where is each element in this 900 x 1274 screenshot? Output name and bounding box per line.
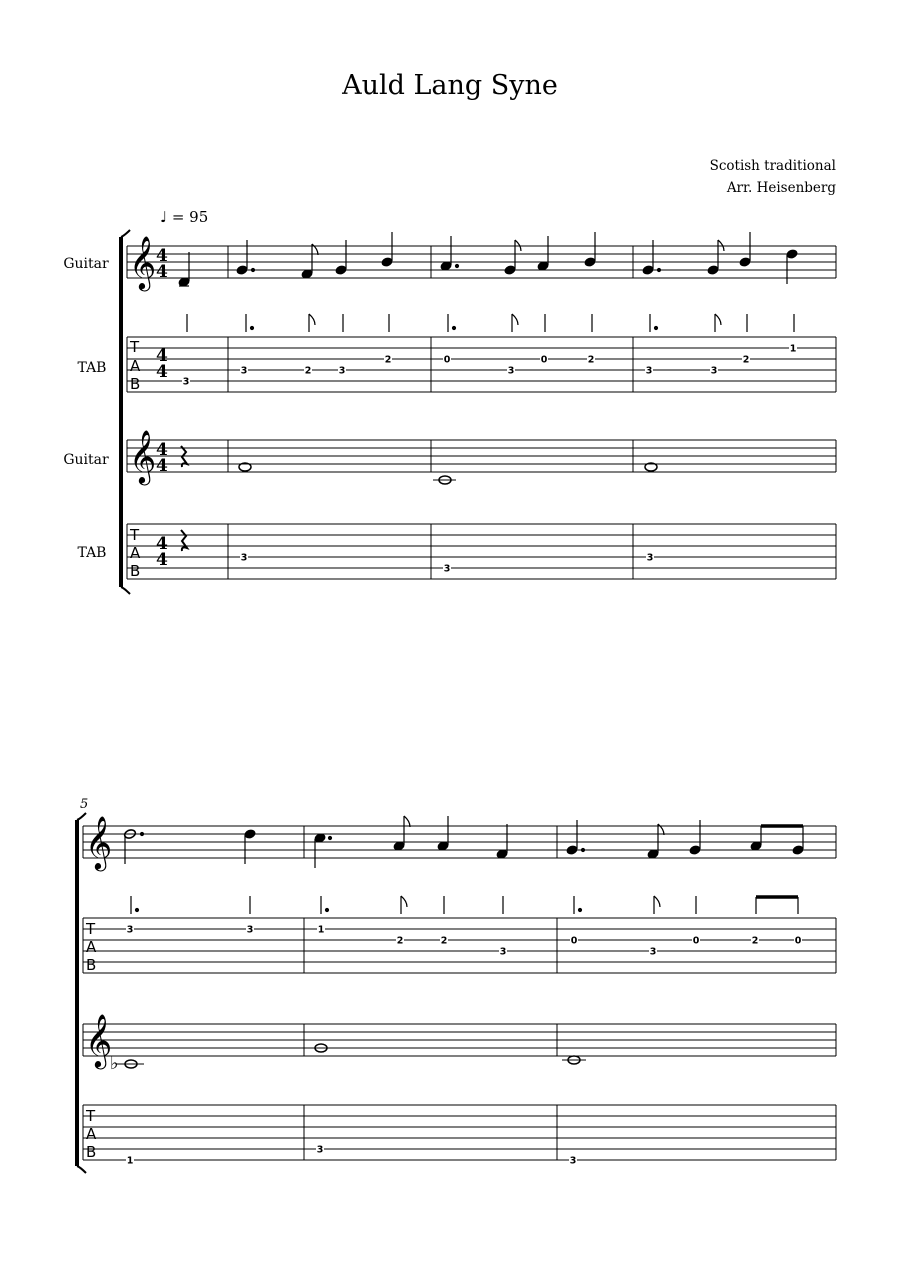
- score-title: Auld Lang Syne: [342, 70, 558, 101]
- composer-credit: Scotish traditional: [709, 158, 836, 174]
- melody-tab-2-fret-6: 0: [570, 935, 578, 947]
- bass-notes-1: [239, 463, 657, 484]
- melody-tab-1-fret-8: 2: [587, 354, 595, 366]
- time-sig-top: 4: [156, 246, 168, 266]
- melody-tab-1-fret-5: 0: [443, 354, 451, 366]
- tab-clef-icon-3: [85, 920, 97, 974]
- time-sig-top-2: 4: [156, 440, 168, 460]
- melody-tab-2-fret-5: 3: [499, 946, 507, 958]
- svg-text:A: A: [86, 1125, 97, 1143]
- svg-text:A: A: [130, 357, 141, 375]
- measure-number: 5: [80, 797, 89, 812]
- melody-tab-2-fret-1: 3: [246, 924, 254, 936]
- bass-tab-2-fret-2: 3: [569, 1155, 577, 1167]
- treble-clef-icon: 𝄞: [129, 235, 157, 289]
- melody-tab-1-fret-10: 3: [710, 365, 718, 377]
- tempo-marking: ♩ = 95: [160, 208, 209, 226]
- bass-staff-1: [127, 440, 836, 472]
- time-sig-bottom-2: 4: [156, 456, 168, 476]
- bass-tab-numbers-2: [126, 1144, 577, 1167]
- bass-tab-staff-1: [127, 524, 836, 579]
- bass-tab-numbers-1: [240, 552, 654, 575]
- melody-tab-2-fret-7: 3: [649, 946, 657, 958]
- svg-text:A: A: [130, 544, 141, 562]
- tab-label-2: TAB: [77, 545, 107, 561]
- arranger-credit: Arr. Heisenberg: [726, 180, 836, 196]
- guitar-label-1: Guitar: [63, 256, 109, 272]
- svg-text:T: T: [130, 526, 140, 544]
- tab-rhythm-2: [131, 896, 798, 914]
- guitar-label-2: Guitar: [63, 452, 109, 468]
- melody-tab-1-fret-6: 3: [507, 365, 515, 377]
- tab-clef-icon-2: [129, 526, 141, 580]
- bass-tab-1-fret-0: 3: [240, 552, 248, 564]
- tab-time-sig-top-2: 4: [156, 534, 168, 554]
- svg-text:T: T: [86, 1107, 96, 1125]
- bass-tab-1-fret-2: 3: [646, 552, 654, 564]
- tab-staff-2: [83, 918, 836, 973]
- melody-tab-1-fret-2: 2: [304, 365, 312, 377]
- tab-time-sig-bottom-2: 4: [156, 550, 168, 570]
- melody-tab-2-fret-8: 0: [692, 935, 700, 947]
- bass-tab-staff-2: [83, 1105, 836, 1160]
- svg-text:B: B: [86, 1143, 97, 1161]
- tab-clef-icon-1: [129, 338, 141, 393]
- svg-text:B: B: [86, 956, 97, 974]
- melody-tab-1-fret-4: 2: [384, 354, 392, 366]
- quarter-rest-icon: [181, 530, 187, 551]
- melody-notes-1: [178, 232, 798, 287]
- svg-text:T: T: [86, 920, 96, 938]
- tab-staff-1: [127, 337, 836, 392]
- melody-tab-2-fret-4: 2: [440, 935, 448, 947]
- treble-clef-icon: 𝄞: [85, 815, 113, 869]
- melody-tab-2-fret-9: 2: [751, 935, 759, 947]
- melody-staff-2: [83, 826, 836, 858]
- svg-text:T: T: [130, 338, 140, 356]
- melody-tab-2-fret-10: 0: [794, 935, 802, 947]
- flat-icon: ♭: [110, 1053, 119, 1074]
- melody-tab-1-fret-1: 3: [240, 365, 248, 377]
- bass-staff-2: [83, 1024, 836, 1056]
- melody-tab-1-fret-0: 3: [182, 376, 190, 388]
- melody-tab-1-fret-3: 3: [338, 365, 346, 377]
- melody-tab-1-fret-9: 3: [645, 365, 653, 377]
- svg-text:B: B: [130, 562, 141, 580]
- melody-tab-2-fret-3: 2: [396, 935, 404, 947]
- svg-text:A: A: [86, 938, 97, 956]
- melody-tab-1-fret-7: 0: [540, 354, 548, 366]
- tab-rhythm-1: [187, 314, 794, 332]
- melody-tab-1-fret-12: 1: [789, 343, 797, 355]
- bass-tab-2-fret-1: 3: [316, 1144, 324, 1156]
- bass-tab-2-fret-0: 1: [126, 1155, 134, 1167]
- time-sig-bottom: 4: [156, 262, 168, 282]
- melody-tab-2-fret-0: 3: [126, 924, 134, 936]
- svg-text:B: B: [130, 375, 141, 393]
- melody-staff-1: [127, 246, 836, 278]
- tab-label-1: TAB: [77, 360, 107, 376]
- treble-clef-icon: 𝄞: [85, 1013, 113, 1067]
- tab-time-sig-top-1: 4: [156, 346, 168, 366]
- melody-tab-2-fret-2: 1: [317, 924, 325, 936]
- tab-time-sig-bottom-1: 4: [156, 362, 168, 382]
- treble-clef-icon: 𝄞: [129, 429, 157, 483]
- bass-tab-1-fret-1: 3: [443, 563, 451, 575]
- tab-clef-icon-4: [85, 1107, 97, 1161]
- melody-tab-1-fret-11: 2: [742, 354, 750, 366]
